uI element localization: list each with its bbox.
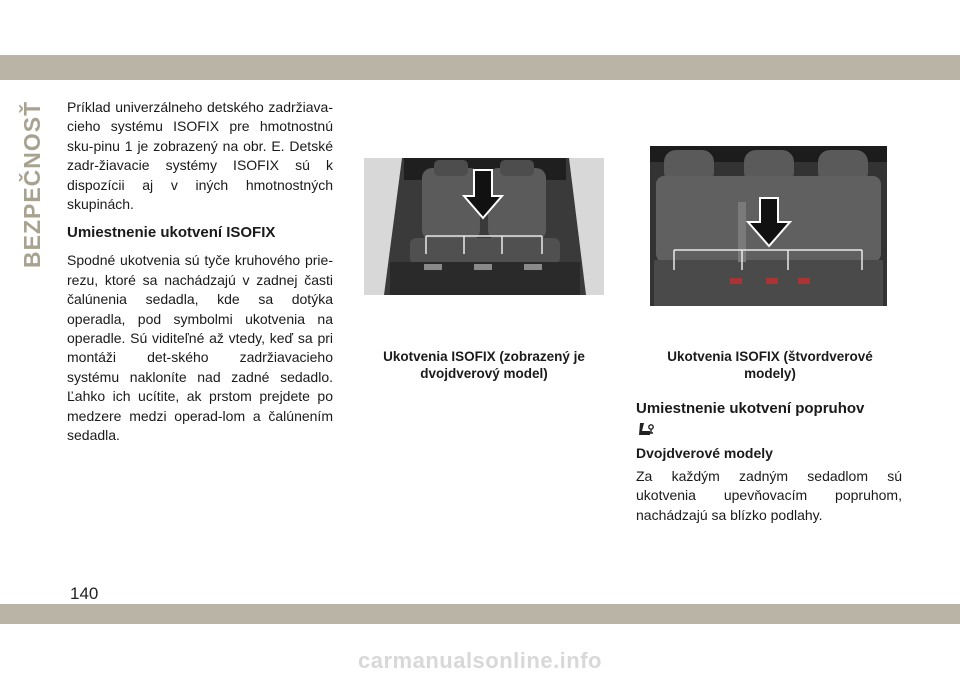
isofix-photo-four-door	[650, 146, 887, 306]
right-column	[636, 400, 902, 525]
header-band	[0, 55, 960, 80]
footer-band	[0, 604, 960, 624]
figure-caption-two-door: Ukotvenia ISOFIX (zobrazený je dvojdverový model)	[383, 349, 585, 381]
tether-paragraph: Za každým zadným sedadlom sú ukotvenia upevňovacím popruhom, nachádzajú sa blízko podlahy.	[636, 468, 902, 523]
section-tab-label: BEZPEČNOSŤ	[19, 100, 45, 268]
isofix-photo-two-door	[364, 158, 604, 295]
two-door-subheading: Dvojdverové modely	[636, 445, 773, 461]
tether-heading: Umiestnenie ukotvení popruhov	[636, 400, 865, 417]
seat-illustration-four-door	[650, 146, 887, 306]
intro-paragraph: Príklad univerzálneho detského zadržiava-cieho systému ISOFIX pre hmotnostnú sku-pinu 1 je zobrazený na obr. E. Detské zadr-žiavacie systémy ISOFIX sú k dispozícii aj v iných hmotnostných skupinách.	[67, 99, 333, 213]
seat-illustration-two-door	[364, 158, 604, 295]
figure-caption-four-door: Ukotvenia ISOFIX (štvordverové modely)	[667, 349, 873, 381]
tether-anchor-icon	[636, 421, 656, 439]
left-column	[67, 98, 333, 446]
isofix-body-paragraph: Spodné ukotvenia sú tyče kruhového prie-rezu, ktoré sa nachádzajú v zadnej časti čalúnenia sedadla, kde sa dotýka operadla, pod symbolmi ukotvenia na operadle. Sú viditeľné až vtedy, keď sa pri montáži det-ského zadržiavacieho systému nakloníte nad zadné sedadlo. Ľahko ich ucítite, ak prstom prejdete po medzere medzi operad-lom a čalúnením sedadla.	[67, 252, 333, 444]
isofix-heading: Umiestnenie ukotvení ISOFIX	[67, 224, 276, 242]
watermark: carmanualsonline.info	[358, 648, 602, 673]
page-number: 140	[70, 584, 99, 603]
